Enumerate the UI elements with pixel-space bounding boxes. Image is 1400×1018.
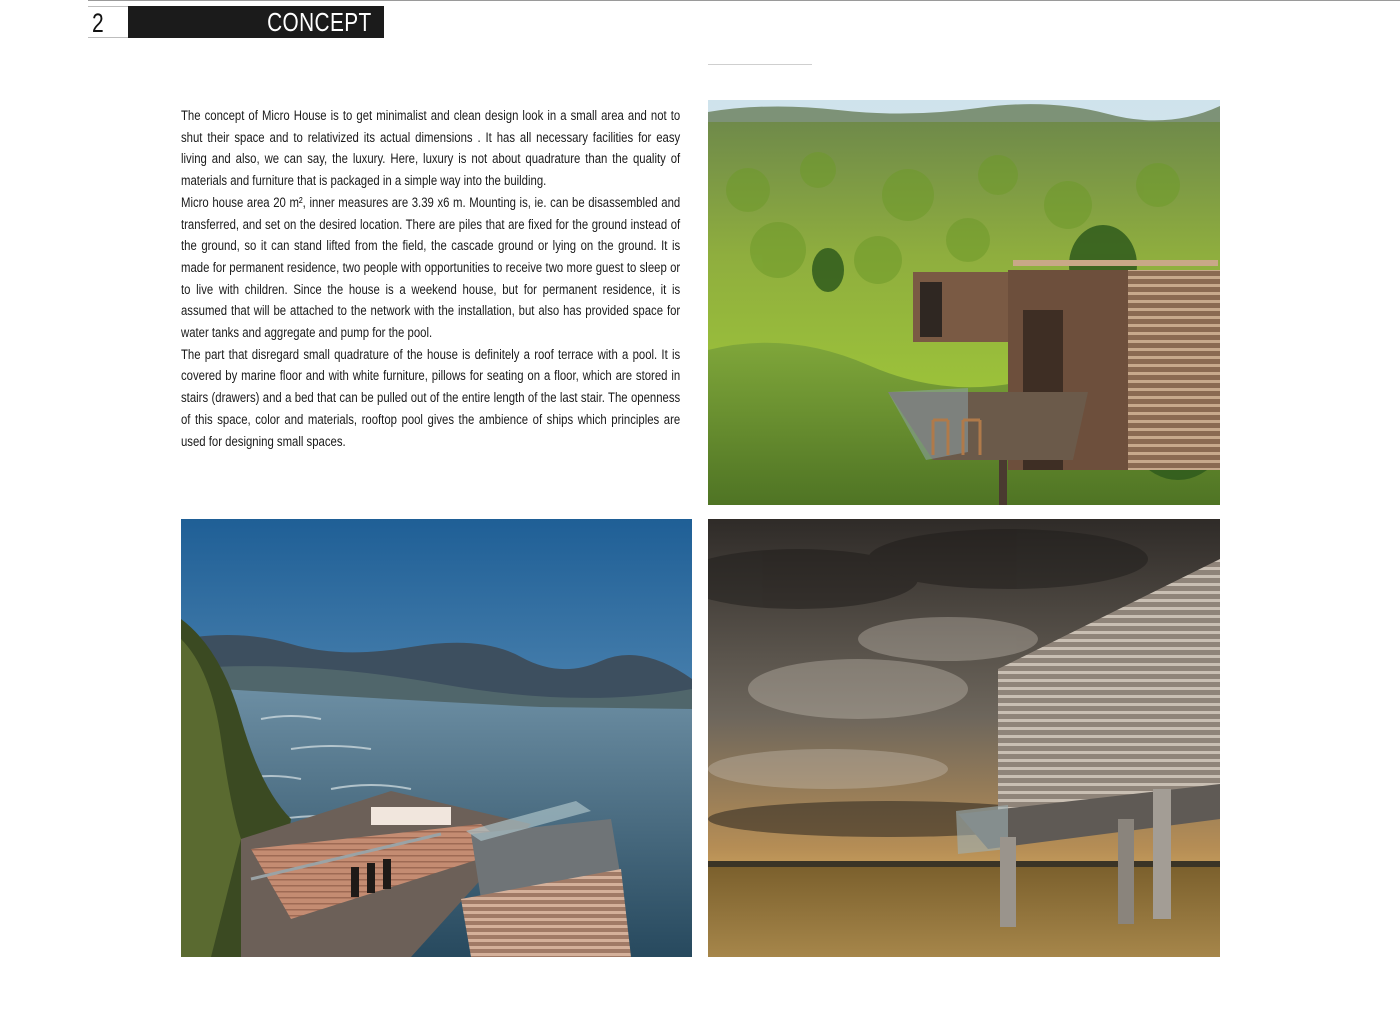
concept-text bbox=[181, 106, 680, 453]
field-render-image bbox=[708, 519, 1220, 957]
paragraph-roof-terrace: The part that disregard small quadrature of the house is definitely a roof terrace with a pool. It is covered by marine floor and with white furniture, pillows for seating on a floor, which are stored in stairs (drawers) and a bed that can be pulled out of the entire length of the last stair. The openness of this space, color and materials, rooftop pool gives the ambience of ships which principles are used for designing small spaces. bbox=[181, 346, 681, 450]
coast-render-image bbox=[181, 519, 692, 957]
field-render-illustration bbox=[708, 519, 1220, 957]
page-number-box bbox=[88, 6, 128, 38]
divider-line bbox=[708, 64, 812, 65]
forest-render-illustration bbox=[708, 100, 1220, 505]
coast-render-illustration bbox=[181, 519, 692, 957]
section-title-bar bbox=[128, 6, 384, 38]
page-number: 2 bbox=[92, 8, 104, 38]
paragraph-dimensions: Micro house area 20 m², inner measures are 3.39 x6 m. Mounting is, ie. can be disassembled and transferred, and set on the desired location. There are piles that are fixed for the ground instead of the ground, so it can stand lifted from the field, the cascade ground or lying on the ground. It is made for permanent residence, two people with opportunities to receive two more guest to sleep or to live with children. Since the house is a weekend house, but for permanent residence, it is assumed that will be attached to the network with the installation, but also has provided space for water tanks and aggregate and pump for the pool. bbox=[181, 194, 681, 342]
top-rule bbox=[88, 0, 1400, 1]
paragraph-intro: The concept of Micro House is to get minimalist and clean design look in a small area and not to shut their space and to relativized its actual dimensions . It has all necessary facilities for easy living and also, we can say, the luxury. Here, luxury is not about quadrature than the quality of materials and furniture that is packaged in a simple way into the building. bbox=[181, 108, 681, 190]
forest-render-image bbox=[708, 100, 1220, 505]
section-title: CONCEPT bbox=[267, 7, 372, 37]
